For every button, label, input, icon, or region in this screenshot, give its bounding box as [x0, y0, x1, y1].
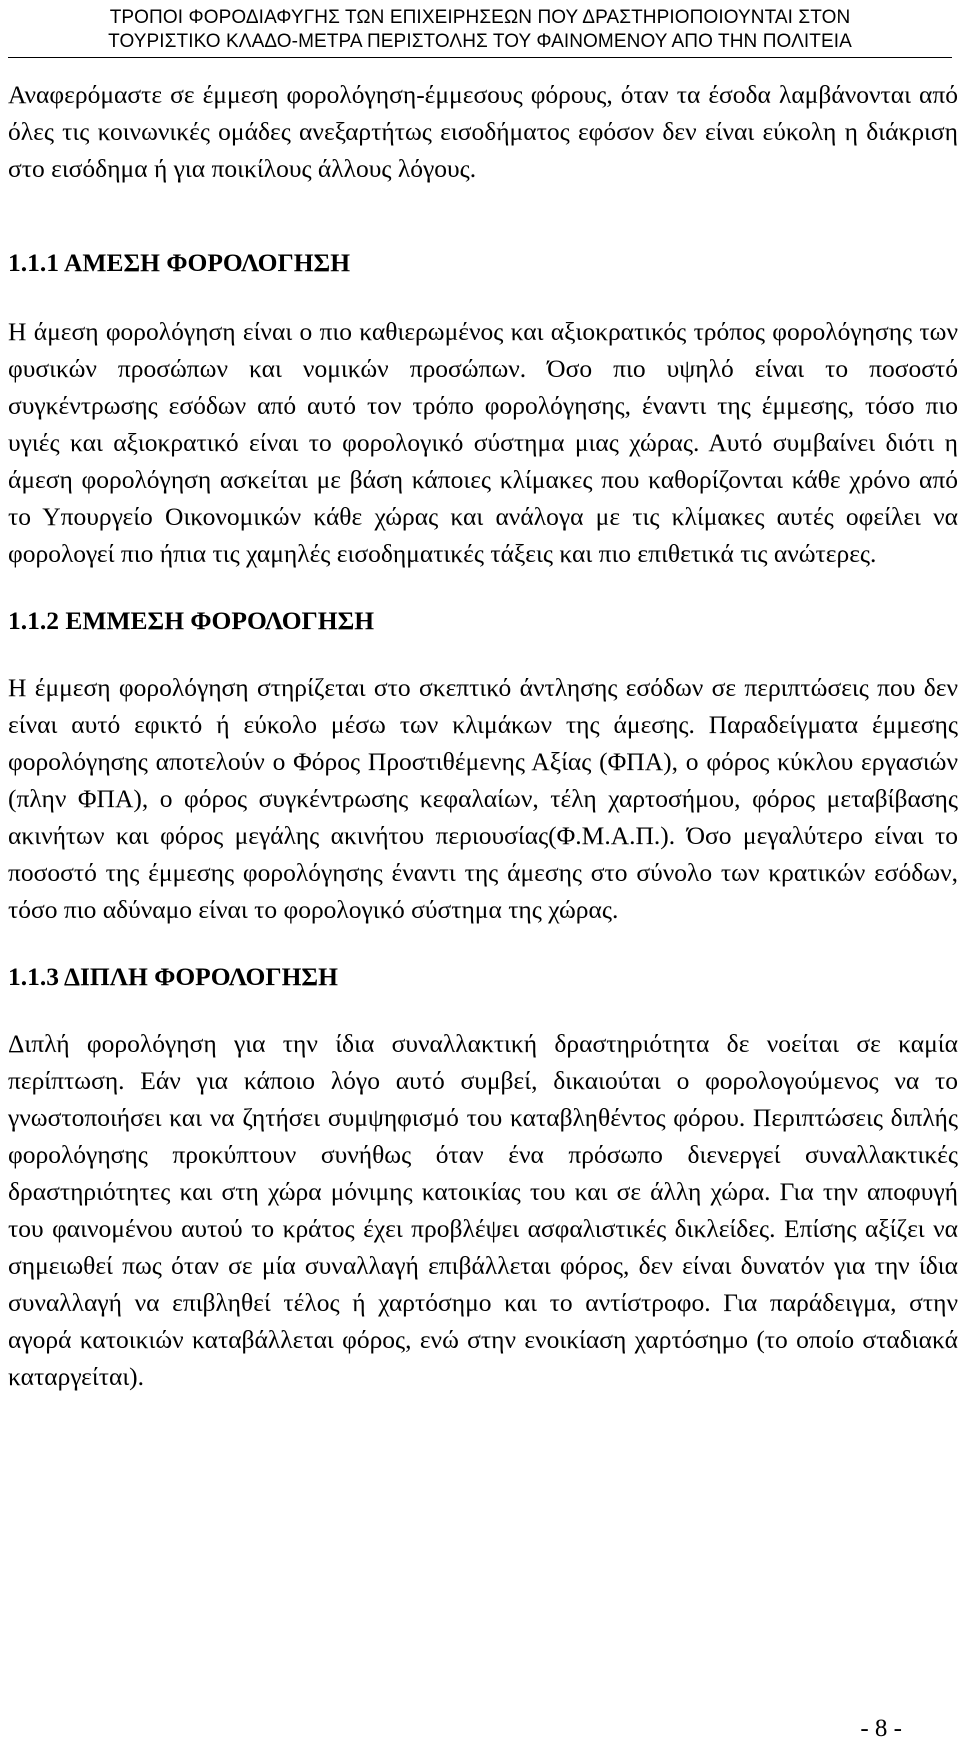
page-number: - 8 - — [860, 1715, 902, 1742]
running-header — [0, 6, 960, 54]
section-heading-indirect-taxation: 1.1.2 ΕΜΜΕΣΗ ΦΟΡΟΛΟΓΗΣΗ — [8, 606, 375, 635]
intro-paragraph: Αναφερόμαστε σε έμμεση φορολόγηση-έμμεσους φόρους, όταν τα έσοδα λαμβάνονται από όλες τις κοινωνικές ομάδες ανεξαρτήτως εισοδήματος εφόσον δεν είναι εύκολη η διάκριση στο εισόδημα ή για ποικίλους άλλους λόγους. — [8, 80, 958, 183]
header-divider — [8, 57, 952, 58]
running-header-line-2: ΤΟΥΡΙΣΤΙΚΟ ΚΛΑΔΟ-ΜΕΤΡΑ ΠΕΡΙΣΤΟΛΗΣ ΤΟΥ ΦΑΙΝΟΜΕΝΟΥ ΑΠΟ ΤΗΝ ΠΟΛΙΤΕΙΑ — [108, 31, 852, 52]
spacer — [8, 639, 958, 669]
section-paragraph-double-taxation: Διπλή φορολόγηση για την ίδια συναλλακτική δραστηριότητα δε νοείται σε καμία περίπτωση. Εάν για κάποιο λόγο αυτό συμβεί, δικαιούται ο φορολογούμενος να το γνωστοποιήσει και να ζητήσει συμψηφισμό του καταβληθέντος φόρου. Περιπτώσεις διπλής φορολόγησης προκύπτουν συνήθως όταν ένα πρόσωπο διενεργεί συναλλακτικές δραστηριότητες και στη χώρα μόνιμης κατοικίας του και σε άλλη χώρα. Για την αποφυγή του φαινομένου αυτού το κράτος έχει προβλέψει ασφαλιστικές δικλείδες. Επίσης αξίζει να σημειωθεί πως όταν σε μία συναλλαγή επιβάλλεται φόρος, δεν είναι δυνατόν για την ίδια συναλλαγή να επιβληθεί τέλος ή χαρτόσημο και το αντίστροφο. Για παράδειγμα, στην αγορά κατοικιών καταβάλλεται φόρος, ενώ στην ενοικίαση χαρτόσημο (το οποίο σταδιακά καταργείται). — [8, 1029, 958, 1391]
spacer — [8, 187, 958, 244]
section-paragraph-indirect-taxation: Η έμμεση φορολόγηση στηρίζεται στο σκεπτικό άντλησης εσόδων σε περιπτώσεις που δεν είναι αυτό εφικτό ή εύκολο μέσω των κλιμάκων της άμεσης. Παραδείγματα έμμεσης φορολόγησης αποτελούν ο Φόρος Προστιθέμενης Αξίας (ΦΠΑ), ο φόρος κύκλου εργασιών (πλην ΦΠΑ), ο φόρος συγκέντρωσης κεφαλαίων, τέλη χαρτοσήμου, φόρος μεταβίβασης ακινήτων και φόρος μεγάλης ακινήτου περιουσίας(Φ.Μ.Α.Π.). Όσο μεγαλύτερο είναι το ποσοστό της έμμεσης φορολόγησης έναντι της άμεσης στο σύνολο των κρατικών εσόδων, τόσο πιο αδύναμο είναι το φορολογικό σύστημα της χώρας. — [8, 673, 958, 924]
spacer — [8, 995, 958, 1025]
section-paragraph-direct-taxation: Η άμεση φορολόγηση είναι ο πιο καθιερωμένος και αξιοκρατικός τρόπος φορολόγησης των φυσικών προσώπων και νομικών προσώπων. Όσο πιο υψηλό είναι το ποσοστό συγκέντρωσης εσόδων από αυτό τον τρόπο φορολόγησης, έναντι της έμμεσης, τόσο πιο υγιές και αξιοκρατικό είναι το φορολογικό σύστημα μιας χώρας. Αυτό συμβαίνει διότι η άμεση φορολόγηση ασκείται με βάση κάποιες κλίμακες που καθορίζονται κάθε χρόνο από το Υπουργείο Οικονομικών κάθε χώρας και ανάλογα με τις κλίμακες αυτές οφείλει να φορολογεί πιο ήπια τις χαμηλές εισοδηματικές τάξεις και πιο επιθετικά τις ανώτερες. — [8, 317, 958, 568]
section-heading-double-taxation: 1.1.3 ΔΙΠΛΗ ΦΟΡΟΛΟΓΗΣΗ — [8, 962, 338, 991]
spacer — [8, 928, 958, 958]
running-header-line-1: ΤΡΟΠΟΙ ΦΟΡΟΔΙΑΦΥΓΗΣ ΤΩΝ ΕΠΙΧΕΙΡΗΣΕΩΝ ΠΟΥ ΔΡΑΣΤΗΡΙΟΠΟΙΟΥΝΤΑΙ ΣΤΟΝ — [109, 7, 851, 28]
section-heading-direct-taxation: 1.1.1 ΑΜΕΣΗ ΦΟΡΟΛΟΓΗΣΗ — [8, 248, 351, 277]
spacer — [8, 281, 958, 313]
spacer — [8, 572, 958, 602]
page-body — [8, 76, 958, 1395]
